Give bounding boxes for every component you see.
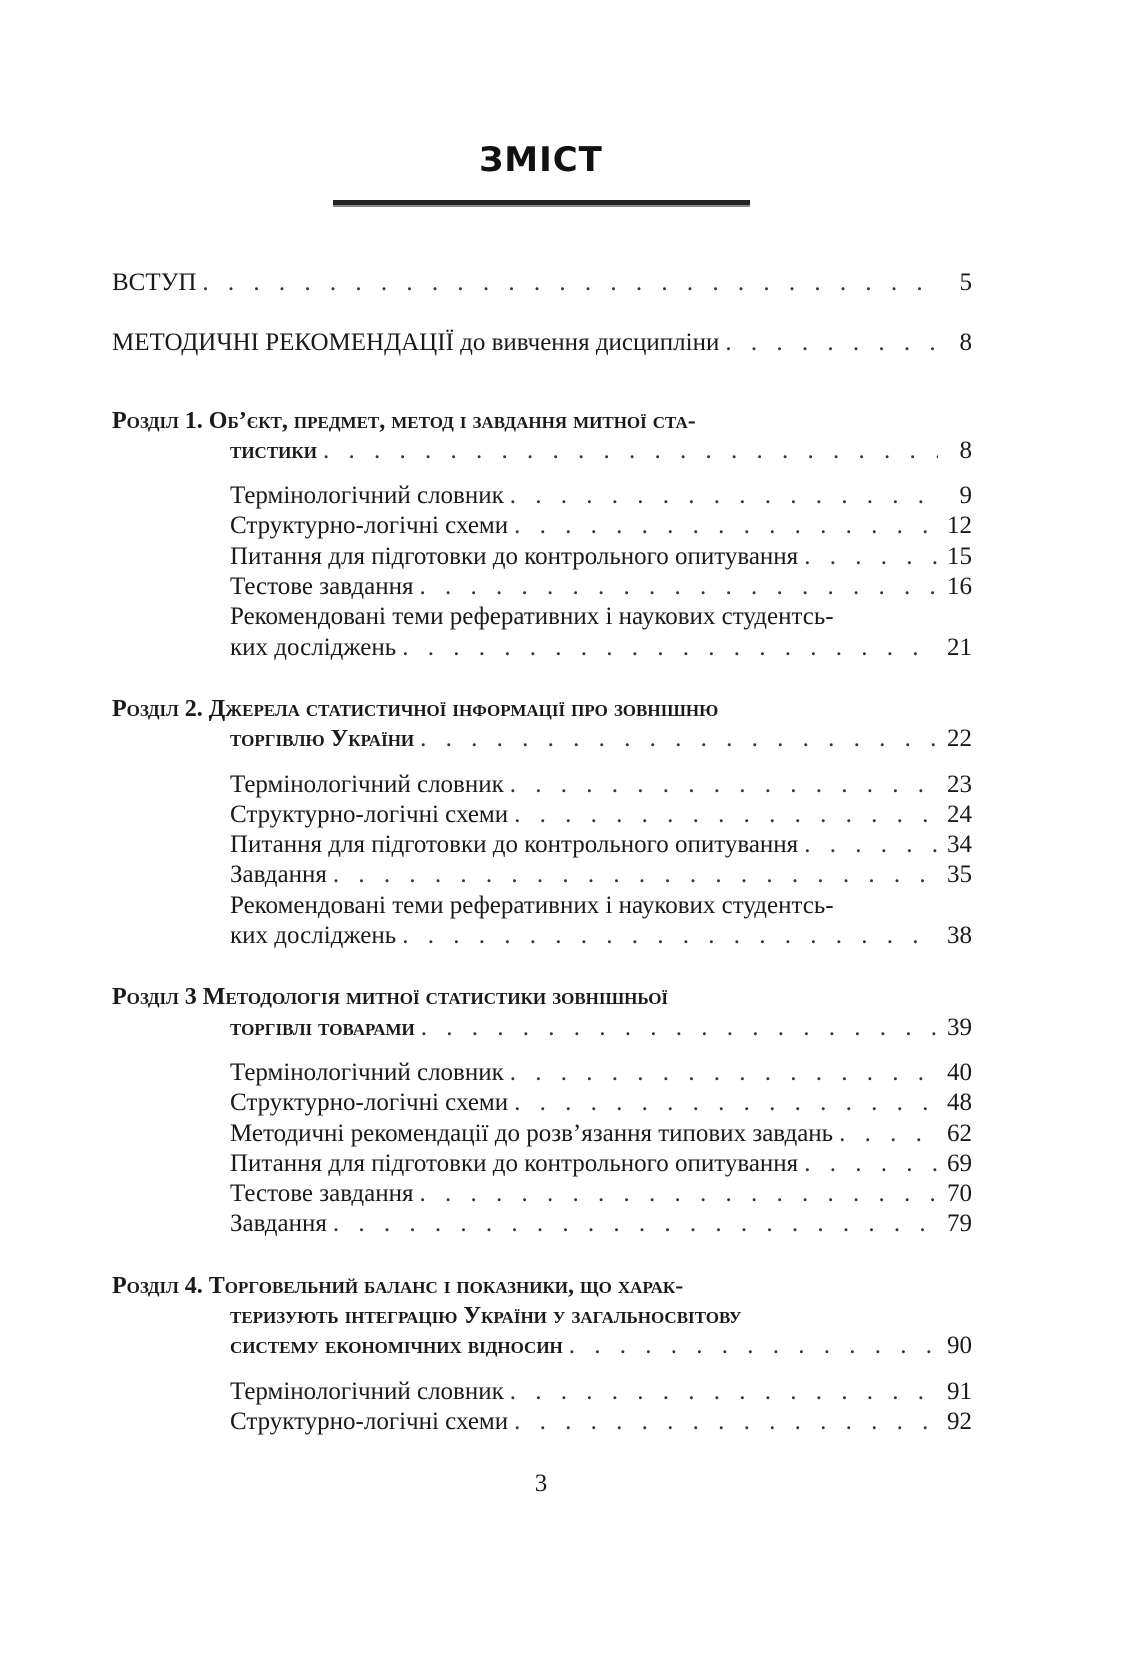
entry-title: Питання для підготовки до контрольного опитування (230, 1149, 799, 1177)
dot-leader (510, 1058, 938, 1088)
entry-page-number: 24 (947, 800, 972, 828)
subsection-entry (112, 1058, 972, 1088)
dot-leader (323, 436, 938, 466)
dot-leader (804, 542, 938, 572)
subsection-list (112, 770, 972, 952)
entry-title: ких досліджень (230, 922, 397, 950)
entry-page-number: 9 (959, 482, 972, 510)
dot-leader (510, 1377, 938, 1407)
entry-title: Завдання (230, 861, 327, 889)
subsection-entry (112, 1088, 972, 1118)
section-heading (112, 982, 972, 1043)
entry-page-number: 15 (947, 542, 972, 570)
section-heading-line (112, 694, 972, 724)
subsection-entry (112, 1407, 972, 1437)
entry-title: Питання для підготовки до контрольного опитування (230, 542, 799, 570)
dot-leader (402, 633, 938, 663)
toc-entry (112, 328, 972, 358)
dot-leader (725, 328, 938, 358)
section-heading-line (112, 1271, 972, 1301)
dot-leader (420, 724, 938, 754)
entry-page-number: 38 (947, 922, 972, 950)
section-heading-line-continuation (112, 436, 972, 466)
entry-title: Розділ 3 Методологія митної статистики зовнішньої (112, 984, 669, 1011)
subsection-entry (112, 542, 972, 572)
entry-page-number: 16 (947, 573, 972, 601)
section-heading-line-continuation (112, 1301, 972, 1331)
dot-leader (514, 1407, 938, 1437)
entry-page-number: 40 (947, 1058, 972, 1086)
entry-page-number: 39 (947, 1013, 972, 1041)
entry-title: теризують інтеграцію України у загальносвітову (230, 1303, 742, 1330)
entry-title: МЕТОДИЧНІ РЕКОМЕНДАЦІЇ до вивчення дисципліни (112, 329, 720, 357)
dot-leader (419, 572, 938, 602)
subsection-entry (112, 830, 972, 860)
entry-page-number: 12 (947, 512, 972, 540)
dot-leader (419, 1179, 938, 1209)
entry-title: ких досліджень (230, 633, 397, 661)
entry-page-number: 48 (947, 1089, 972, 1117)
entry-page-number: 92 (947, 1407, 972, 1435)
subsection-entry (112, 1377, 972, 1407)
entry-page-number: 62 (947, 1119, 972, 1147)
subsection-entry (112, 1179, 972, 1209)
section-heading-line (112, 406, 972, 436)
section-heading-line-continuation (112, 1331, 972, 1361)
subsection-entry (112, 481, 972, 511)
entry-page-number: 22 (947, 725, 972, 753)
subsection-entry-continuation (112, 633, 972, 663)
entry-title: систему економічних відносин (230, 1333, 563, 1360)
entry-title: Завдання (230, 1210, 327, 1238)
entry-title: Термінологічний словник (230, 482, 504, 510)
dot-leader (421, 1013, 938, 1043)
dot-leader (514, 800, 938, 830)
subsection-list (112, 1058, 972, 1240)
dot-leader (402, 921, 938, 951)
dot-leader (333, 860, 938, 890)
subsection-entry (112, 860, 972, 890)
dot-leader (804, 830, 938, 860)
subsection-entry (112, 572, 972, 602)
entry-page-number: 8 (959, 436, 972, 464)
entry-page-number: 69 (947, 1149, 972, 1177)
subsection-list (112, 481, 972, 663)
subsection-entry (112, 511, 972, 541)
subsection-entry (112, 1209, 972, 1239)
entry-title: Тестове завдання (230, 1180, 414, 1208)
entry-title: торгівлі товарами (230, 1014, 415, 1041)
dot-leader (839, 1119, 938, 1149)
subsection-entry (112, 1119, 972, 1149)
section-heading-line-continuation (112, 724, 972, 754)
dot-leader (510, 770, 938, 800)
entry-title: торгівлю України (230, 726, 415, 753)
section-heading-line (112, 982, 972, 1012)
entry-title: Розділ 1. Об’єкт, предмет, метод і завдання митної ста- (112, 407, 696, 434)
dot-leader (333, 1209, 938, 1239)
subsection-entry (112, 891, 972, 921)
entry-page-number: 91 (947, 1377, 972, 1405)
entry-title: Рекомендовані теми реферативних і наукових студентсь- (230, 891, 834, 919)
dot-leader (510, 481, 938, 511)
section-heading (112, 1271, 972, 1362)
entry-page-number: 70 (947, 1180, 972, 1208)
entry-title: тистики (230, 437, 317, 464)
entry-title: Розділ 2. Джерела статистичної інформації про зовнішню (112, 695, 719, 722)
entry-page-number: 90 (947, 1332, 972, 1360)
section-heading (112, 406, 972, 467)
entry-title: Питання для підготовки до контрольного опитування (230, 831, 799, 859)
entry-page-number: 21 (947, 633, 972, 661)
section-heading (112, 694, 972, 755)
toc-entry-line (112, 328, 972, 358)
entry-title: ВСТУП (112, 269, 197, 296)
page-title: ЗМІСТ (479, 140, 603, 180)
entry-title: Термінологічний словник (230, 1377, 504, 1405)
dot-leader (569, 1331, 938, 1361)
page-number: 3 (534, 1470, 548, 1497)
subsection-entry (112, 770, 972, 800)
entry-page-number: 5 (959, 269, 972, 296)
subsection-list (112, 1377, 972, 1438)
entry-title: Термінологічний словник (230, 770, 504, 798)
dot-leader (514, 1088, 938, 1118)
entry-title: Рекомендовані теми реферативних і наукових студентсь- (230, 603, 834, 631)
section-heading-line-continuation (112, 1013, 972, 1043)
entry-title: Методичні рекомендації до розв’язання типових завдань (230, 1119, 834, 1147)
title-underline (333, 200, 750, 207)
subsection-entry (112, 800, 972, 830)
entry-title: Структурно-логічні схеми (230, 1407, 509, 1435)
entry-title: Структурно-логічні схеми (230, 800, 509, 828)
dot-leader (514, 511, 938, 541)
entry-title: Структурно-логічні схеми (230, 1089, 509, 1117)
entry-page-number: 23 (947, 770, 972, 798)
toc-entry (112, 268, 972, 298)
entry-title: Тестове завдання (230, 573, 414, 601)
entry-page-number: 79 (947, 1210, 972, 1238)
entry-page-number: 35 (947, 861, 972, 889)
entry-title: Термінологічний словник (230, 1058, 504, 1086)
entry-page-number: 8 (959, 329, 972, 357)
table-of-contents (112, 268, 972, 1437)
entry-page-number: 34 (947, 831, 972, 859)
entry-title: Структурно-логічні схеми (230, 512, 509, 540)
subsection-entry (112, 1149, 972, 1179)
dot-leader (202, 268, 938, 298)
toc-entry-line (112, 268, 972, 298)
entry-title: Розділ 4. Торговельний баланс і показники, що харак- (112, 1272, 684, 1299)
dot-leader (804, 1149, 938, 1179)
subsection-entry (112, 602, 972, 632)
subsection-entry-continuation (112, 921, 972, 951)
